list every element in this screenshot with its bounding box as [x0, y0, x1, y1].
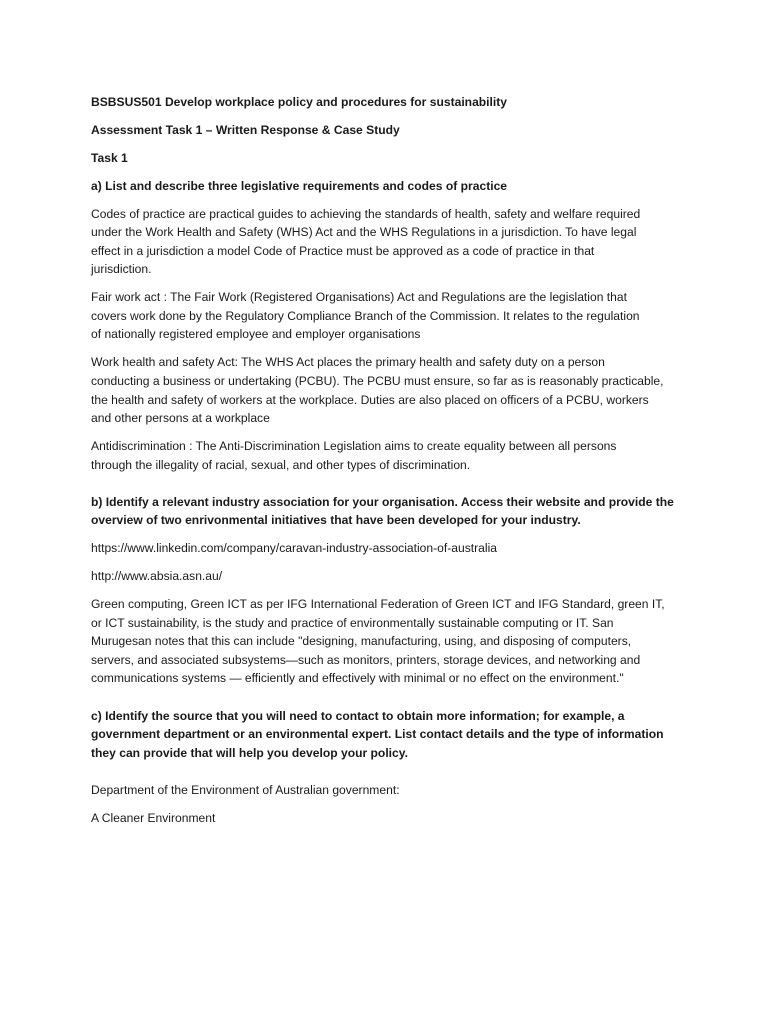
- assessment-title: Assessment Task 1 – Written Response & Case Study: [91, 122, 400, 137]
- document-body: [91, 93, 691, 837]
- heading-line: overview of two enrivonmental initiatives that have been developed for your industry.: [91, 513, 581, 528]
- question-a-heading: a) List and describe three legislative requirements and codes of practice: [91, 178, 508, 193]
- paragraph-line: Murugesan notes that this can include "designing, manufacturing, using, and disposing of computers,: [91, 634, 632, 649]
- department-line: Department of the Environment of Australian government:: [91, 782, 400, 797]
- antidiscrimination-paragraph: [91, 437, 691, 474]
- paragraph-line: covers work done by the Regulatory Compliance Branch of the Commission. It relates to the regulation: [91, 308, 640, 323]
- paragraph-line: servers, and associated subsystems—such as monitors, printers, storage devices, and networking and: [91, 652, 641, 667]
- task-label: Task 1: [91, 150, 128, 165]
- paragraph-line: jurisdiction.: [91, 262, 152, 277]
- paragraph-line: Work health and safety Act: The WHS Act places the primary health and safety duty on a person: [91, 355, 605, 370]
- codes-of-practice-paragraph: [91, 205, 691, 279]
- paragraph-line: Antidiscrimination : The Anti-Discrimination Legislation aims to create equality between all persons: [91, 438, 617, 453]
- paragraph-line: under the Work Health and Safety (WHS) Act and the WHS Regulations in a jurisdiction. To have legal: [91, 225, 637, 240]
- question-c-heading: [91, 707, 691, 763]
- fair-work-act-paragraph: [91, 288, 691, 344]
- green-computing-paragraph: [91, 595, 691, 688]
- heading-line: government department or an environmental expert. List contact details and the type of information: [91, 727, 664, 742]
- paragraph-line: effect in a jurisdiction a model Code of Practice must be approved as a code of practice in that: [91, 243, 595, 258]
- paragraph-line: conducting a business or undertaking (PCBU). The PCBU must ensure, so far as is reasonably practicable,: [91, 373, 664, 388]
- question-b-heading: [91, 493, 691, 530]
- heading-line: they can provide that will help you develop your policy.: [91, 745, 408, 760]
- paragraph-line: and other persons at a workplace: [91, 411, 270, 426]
- paragraph-line: through the illegality of racial, sexual, and other types of discrimination.: [91, 457, 471, 472]
- paragraph-line: or ICT sustainability, is the study and practice of environmentally sustainable computing or IT. San: [91, 615, 614, 630]
- whs-act-paragraph: [91, 353, 691, 427]
- heading-line: c) Identify the source that you will need to contact to obtain more information; for example, a: [91, 708, 625, 723]
- industry-link-linkedin[interactable]: https://www.linkedin.com/company/caravan-industry-association-of-australia: [91, 541, 497, 556]
- paragraph-line: of nationally registered employee and employer organisations: [91, 327, 421, 342]
- paragraph-line: communications systems — efficiently and effectively with minimal or no effect on the environment.": [91, 671, 624, 686]
- heading-line: b) Identify a relevant industry association for your organisation. Access their website and provide the: [91, 494, 674, 509]
- paragraph-line: Fair work act : The Fair Work (Registered Organisations) Act and Regulations are the legislation that: [91, 290, 627, 305]
- industry-link-absia[interactable]: http://www.absia.asn.au/: [91, 569, 223, 584]
- course-title: BSBSUS501 Develop workplace policy and procedures for sustainability: [91, 95, 508, 109]
- cleaner-environment-line: A Cleaner Environment: [91, 810, 216, 825]
- paragraph-line: Green computing, Green ICT as per IFG International Federation of Green ICT and IFG Standard, green IT,: [91, 597, 665, 612]
- paragraph-line: the health and safety of workers at the workplace. Duties are also placed on officers of a PCBU, workers: [91, 392, 649, 407]
- paragraph-line: Codes of practice are practical guides to achieving the standards of health, safety and welfare required: [91, 206, 641, 221]
